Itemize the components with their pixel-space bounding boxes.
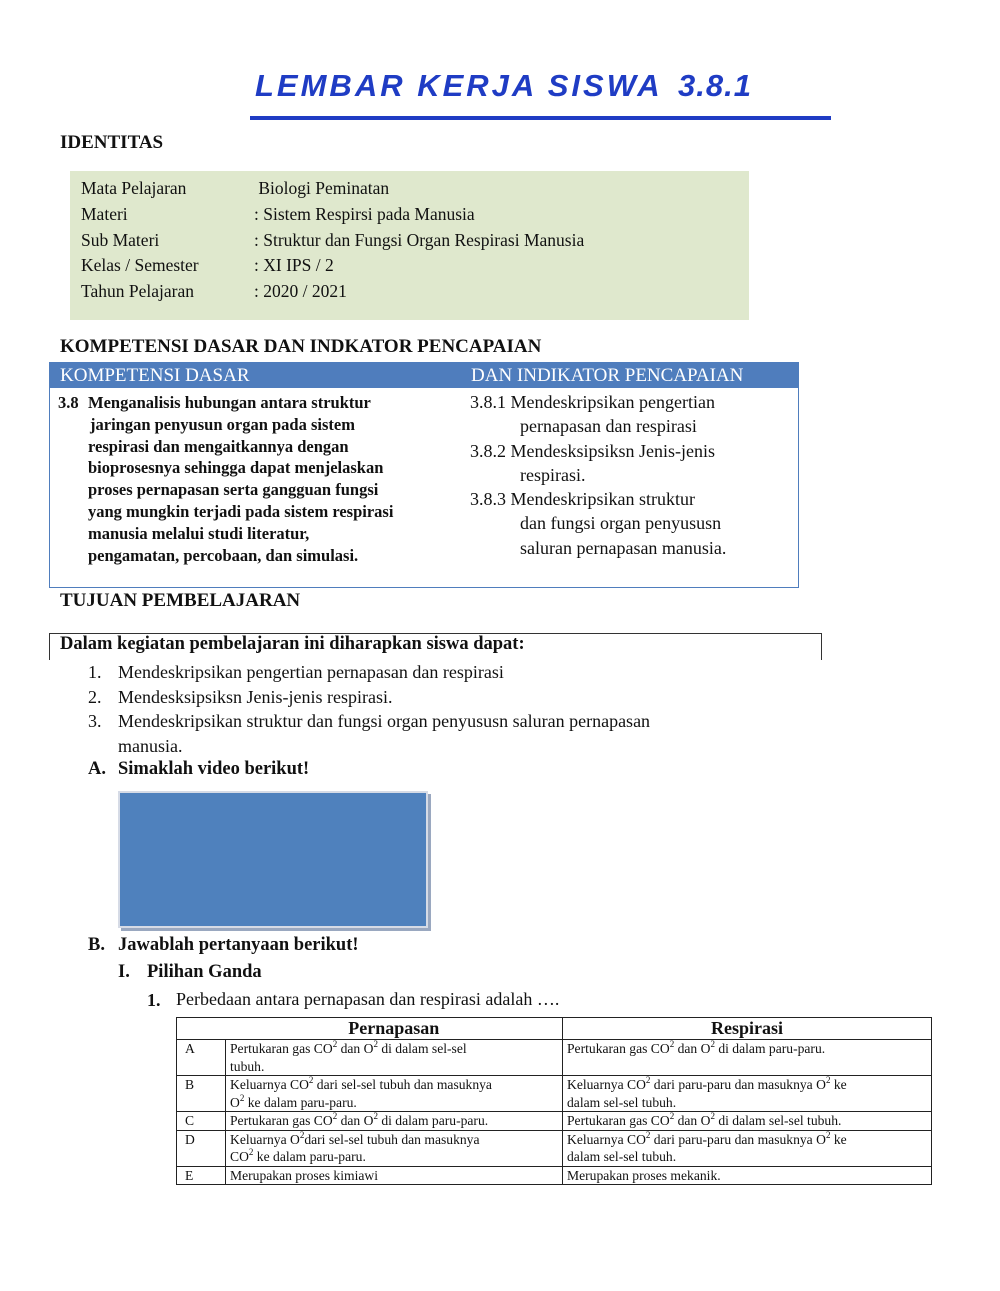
list-item: 3. Mendeskripsikan struktur dan fungsi organ penyususn saluran pernapasan	[88, 711, 651, 731]
identity-row: Tahun Pelajaran : 2020 / 2021	[81, 281, 347, 302]
tujuan-heading: TUJUAN PEMBELAJARAN	[60, 590, 301, 611]
option-letter: C	[177, 1112, 226, 1131]
identity-row: Materi : Sistem Respirsi pada Manusia	[81, 203, 475, 224]
option-pernapasan: Keluarnya $CO^2$ dari sel-sel tubuh dan masuknya $O^2$ ke dalam paru-paru.	[226, 1076, 563, 1112]
option-row-b[interactable]	[177, 1076, 932, 1112]
kd-column-header: KOMPETENSI DASAR	[60, 365, 250, 386]
option-respirasi: Keluarnya $CO^2$ dari paru-paru dan masuknya $O^2$ ke dalam sel-sel tubuh.	[563, 1130, 932, 1166]
identity-row: Kelas / Semester : XI IPS / 2	[81, 255, 334, 276]
section-a-title: Simaklah video berikut!	[118, 759, 310, 779]
tujuan-intro: Dalam kegiatan pembelajaran ini diharapkan siswa dapat:	[60, 634, 525, 654]
indicator-list: 3.8.1 Mendeskripsikan pengertian pernapasan dan respirasi 3.8.2 Mendesksipsiksn Jenis-jenis respirasi. 3.8.3 Mendeskripsikan struktur dan fungsi organ penyususn saluran pernapasan manusia.	[470, 390, 800, 560]
option-pernapasan: Merupakan proses kimiawi	[226, 1166, 563, 1185]
kompetensi-table	[49, 362, 799, 588]
column-respirasi: Respirasi	[563, 1018, 932, 1040]
option-row-e[interactable]	[177, 1166, 932, 1185]
subsection-roman: I.	[118, 962, 130, 982]
option-respirasi: Keluarnya $CO^2$ dari paru-paru dan masuknya $O^2$ ke dalam sel-sel tubuh.	[563, 1076, 932, 1112]
indicator-item: 3.8.3 Mendeskripsikan struktur	[470, 489, 695, 510]
kompetensi-heading: KOMPETENSI DASAR DAN INDKATOR PENCAPAIAN	[60, 336, 542, 357]
option-pernapasan: Pertukaran gas $CO^2$ dan $O^2$ di dalam paru-paru.	[226, 1112, 563, 1131]
option-respirasi: Pertukaran gas $CO^2$ dan $O^2$ di dalam sel-sel tubuh.	[563, 1112, 932, 1131]
option-letter: D	[177, 1130, 226, 1166]
identity-box	[70, 171, 749, 320]
worksheet-title: LEMBAR KERJA SISWA	[255, 68, 663, 103]
option-letter: A	[177, 1040, 226, 1076]
section-a-letter: A.	[88, 759, 106, 779]
option-letter: E	[177, 1166, 226, 1185]
option-pernapasan: Pertukaran gas $CO^2$ dan $O^2$ di dalam sel-sel tubuh.	[226, 1040, 563, 1076]
identity-row: Mata Pelajaran Biologi Peminatan	[81, 178, 390, 198]
option-letter: B	[177, 1076, 226, 1112]
indicator-item: 3.8.2 Mendesksipsiksn Jenis-jenis	[470, 440, 715, 461]
section-b-title: Jawablah pertanyaan berikut!	[118, 935, 359, 955]
table-header-row	[177, 1018, 932, 1040]
column-pernapasan: Pernapasan	[226, 1018, 563, 1040]
identitas-heading: IDENTITAS	[60, 132, 164, 153]
kd-number: 3.8	[58, 393, 79, 412]
option-row-c[interactable]	[177, 1112, 932, 1131]
option-respirasi: Pertukaran gas $CO^2$ dan $O^2$ di dalam paru-paru.	[563, 1040, 932, 1076]
indicator-column-header: DAN INDIKATOR PENCAPAIAN	[471, 365, 744, 386]
subsection-title: Pilihan Ganda	[147, 962, 262, 982]
identity-row: Sub Materi : Struktur dan Fungsi Organ Respirasi Manusia	[81, 229, 585, 250]
section-b-letter: B.	[88, 935, 105, 955]
video-player[interactable]	[118, 791, 428, 928]
list-item: 2. Mendesksipsiksn Jenis-jenis respirasi.	[88, 686, 393, 707]
question-text: Perbedaan antara pernapasan dan respirasi adalah ….	[176, 989, 560, 1009]
tujuan-list: 1. Mendeskripsikan pengertian pernapasan dan respirasi 2. Mendesksipsiksn Jenis-jenis respirasi. 3. Mendeskripsikan struktur dan fungsi organ penyususn saluran pernapasan manusia.	[88, 660, 808, 758]
question-number: 1.	[147, 990, 161, 1010]
answer-options-table	[176, 1017, 932, 1185]
option-row-d[interactable]	[177, 1130, 932, 1166]
option-respirasi: Merupakan proses mekanik.	[563, 1166, 932, 1185]
kompetensi-table-header	[50, 363, 798, 388]
list-item: 1. Mendeskripsikan pengertian pernapasan dan respirasi	[88, 662, 504, 682]
worksheet-number: 3.8.1	[678, 68, 752, 103]
kd-statement: 3.8 Menganalisis hubungan antara struktur jaringan penyusun organ pada sistem respirasi dan mengaitkannya dengan bioprosesnya sehingga dapat menjelaskan proses pernapasan serta gangguan fungsi yang mungkin terjadi pada sistem respirasi manusia melalui studi literatur, pengamatan, percobaan, dan simulasi.	[58, 393, 394, 565]
option-row-a[interactable]	[177, 1040, 932, 1076]
title-underline	[250, 116, 831, 120]
indicator-item: 3.8.1 Mendeskripsikan pengertian	[470, 392, 715, 412]
option-pernapasan: Keluarnya $O^2dari$ sel-sel tubuh dan masuknya $CO^2$ ke dalam paru-paru.	[226, 1130, 563, 1166]
